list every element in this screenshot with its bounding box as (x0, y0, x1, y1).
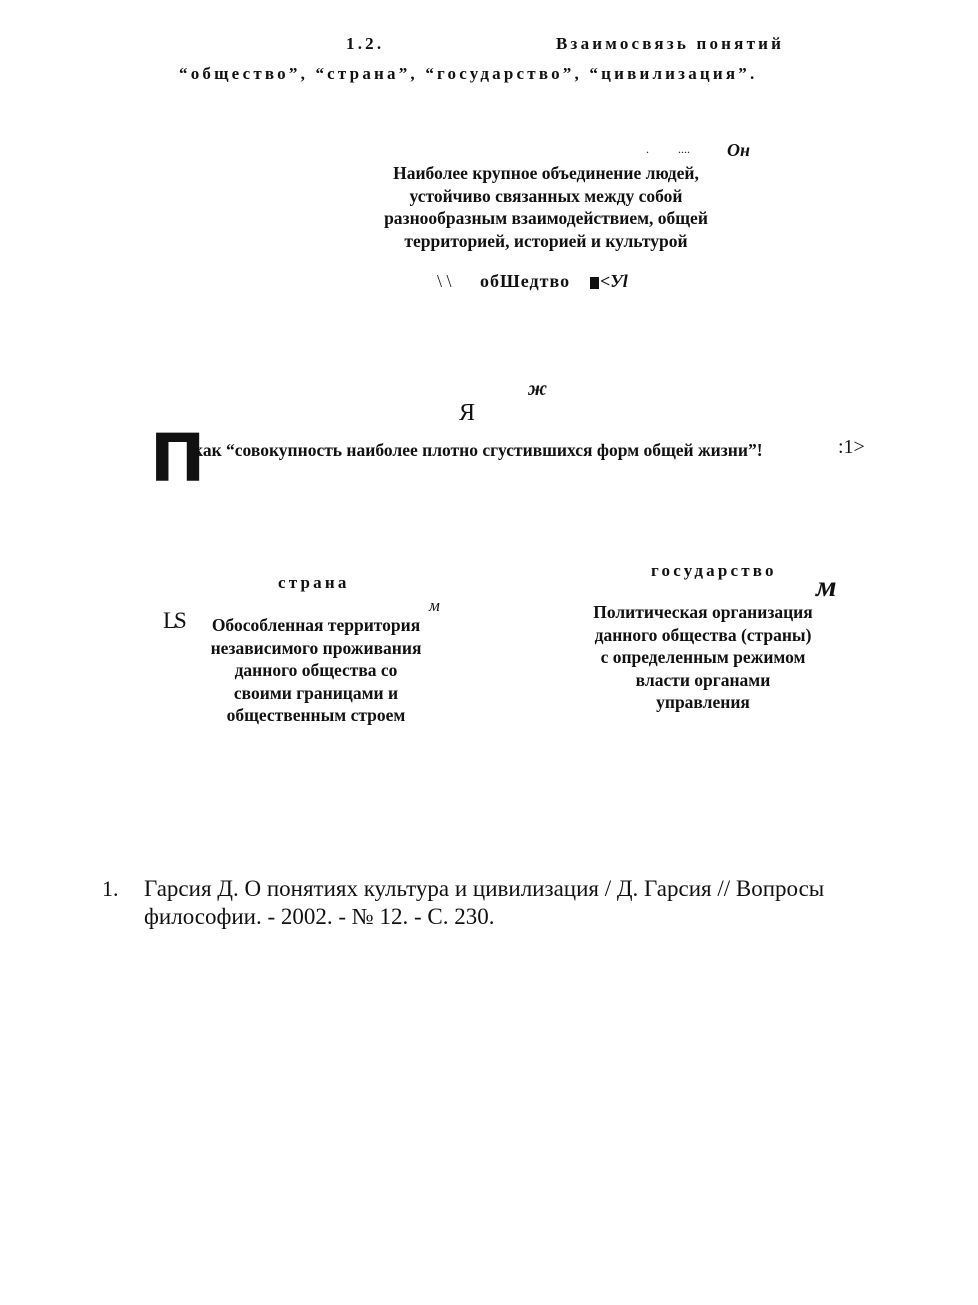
country-definition-line: общественным строем (226, 705, 406, 725)
society-definition (346, 162, 746, 252)
country-artifact: LS (163, 608, 184, 633)
country-title: страна (278, 573, 350, 592)
society-definition-line: территорией, историей и культурой (404, 230, 688, 251)
country-definition (166, 614, 466, 727)
state-definition-line: власти органами (635, 669, 771, 690)
society-definition-line: разнообразным взаимодействием, общей (384, 208, 708, 228)
section-title-line2: “общество”, “страна”, “государство”, “цивилизация”. (179, 64, 758, 83)
society-label-bullet (590, 277, 599, 289)
state-definition-line: Политическая организация (593, 602, 813, 622)
country-definition-line: своими границами и (233, 682, 399, 703)
section-title-line1: Взаимосвязь понятий (556, 34, 785, 53)
state-mark: м (816, 570, 837, 603)
state-definition-line: с определенным режимом (600, 647, 806, 667)
country-definition-line: независимого проживания (210, 637, 422, 658)
footnote-number: 1. (102, 876, 119, 901)
state-definition (553, 601, 853, 714)
footnote-line1: Гарсия Д. О понятиях культура и цивилизация / Д. Гарсия // Вопросы (144, 876, 825, 901)
section-number: 1.2. (346, 34, 385, 53)
society-marker-dots: .... (678, 142, 690, 156)
country-definition-line: Обособленная территория (211, 615, 421, 635)
civilization-text: как “совокупность наиболее плотно сгустившихся форм общей жизни”! (193, 440, 763, 460)
society-marker-dot: . (646, 142, 649, 156)
civilization-footnote-marker: :1> (838, 436, 865, 458)
civilization-drop-letter: П (150, 420, 206, 497)
society-label-suffix: <Уl (600, 271, 628, 291)
society-marker: Он (727, 140, 750, 160)
society-label: обШедтво (480, 271, 571, 291)
country-mark: м (429, 596, 440, 615)
state-definition-line: управления (656, 692, 750, 712)
civilization-glyph-letter: Я (459, 400, 476, 426)
society-definition-line: устойчиво связанных между собой (409, 185, 683, 206)
footnote-line2: философии. - 2002. - № 12. - С. 230. (144, 904, 495, 929)
civilization-glyph-top: ж (528, 378, 548, 400)
society-label-prefix: \ \ (437, 271, 452, 291)
society-definition-line: Наиболее крупное объединение людей, (393, 163, 699, 183)
state-title: государство (651, 561, 777, 580)
state-definition-line: данного общества (страны) (594, 624, 812, 645)
country-definition-line: данного общества со (234, 660, 398, 680)
